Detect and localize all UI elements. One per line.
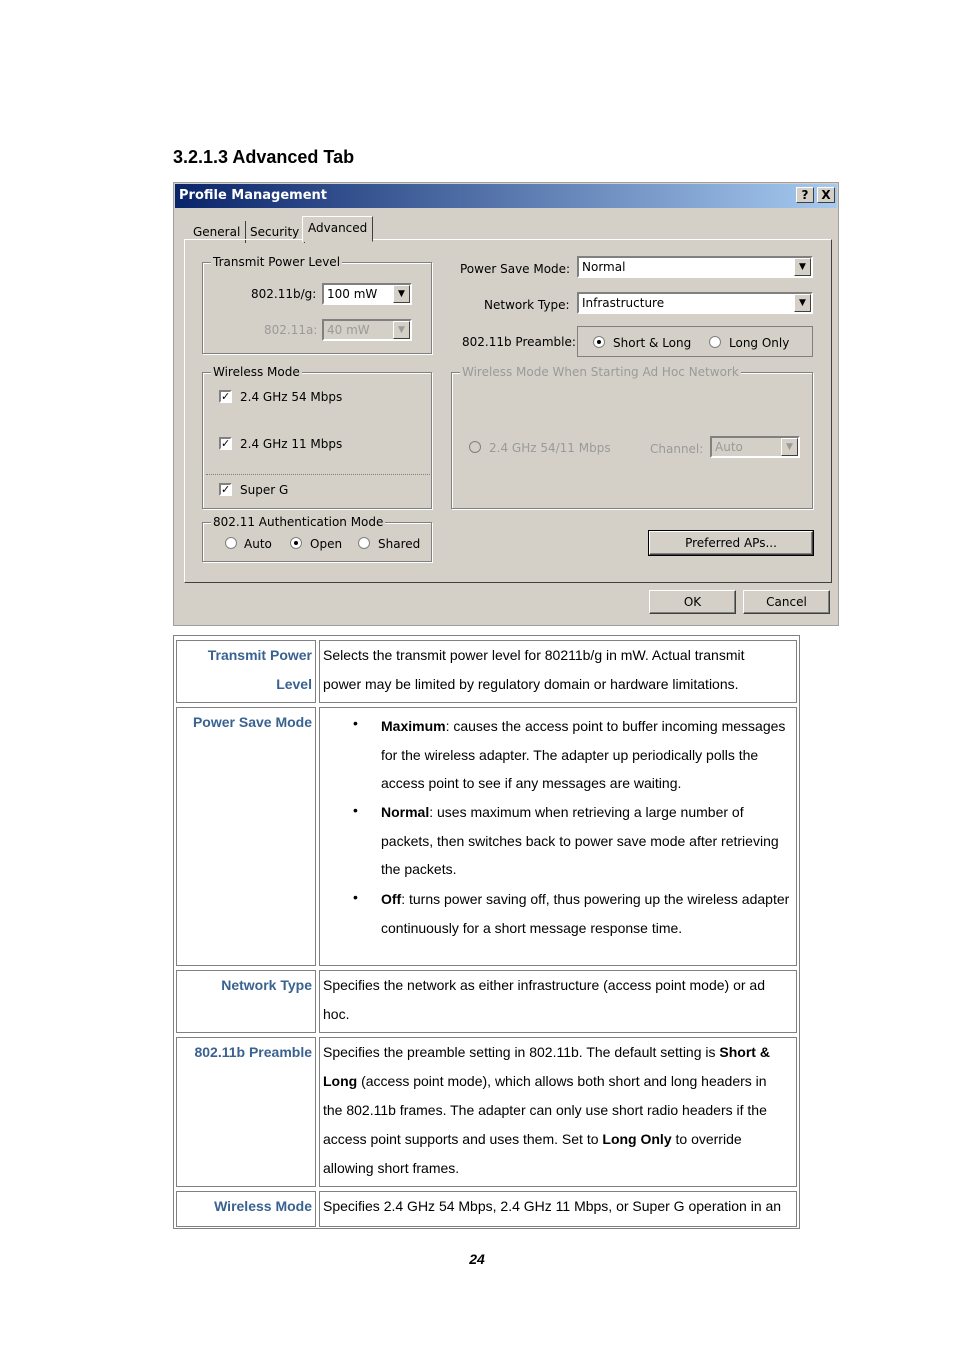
super-g-label: Super G [240, 483, 289, 497]
bg-power-label: 802.11b/g: [251, 287, 317, 301]
wm-11-label: 2.4 GHz 11 Mbps [240, 437, 343, 451]
bullet-icon: • [353, 802, 358, 818]
row-preamble-desc [319, 1037, 797, 1187]
preamble-desc-line4 [323, 1125, 796, 1154]
chevron-down-icon[interactable]: ▼ [794, 294, 811, 312]
power-save-value: Normal [582, 260, 626, 274]
section-heading: 3.2.1.3 Advanced Tab [173, 147, 355, 167]
auth-open-label: Open [310, 537, 343, 551]
auth-shared-radio[interactable] [358, 537, 370, 549]
power-save-select[interactable] [577, 256, 813, 278]
channel-value: Auto [715, 440, 743, 454]
row-wireless-mode-head [176, 1191, 316, 1227]
tab-general[interactable]: General [188, 221, 246, 243]
preamble-short-long-label: Short & Long [613, 336, 692, 350]
network-type-value: Infrastructure [582, 296, 665, 310]
preamble-text-4: access point supports and uses them. Set to [323, 1131, 603, 1147]
wireless-mode-desc-line1: Specifies 2.4 GHz 54 Mbps, 2.4 GHz 11 Mbps, or Super G operation in an [323, 1198, 782, 1214]
preamble-long-only-label: Long Only [729, 336, 790, 350]
profile-management-dialog [173, 182, 839, 626]
row-network-type-desc [319, 970, 797, 1033]
network-type-desc-line1: Specifies the network as either infrastructure (access point mode) or ad [323, 977, 765, 993]
auth-auto-radio[interactable] [225, 537, 237, 549]
wm-11-checkbox[interactable]: ✓ [221, 437, 231, 450]
bg-power-select[interactable] [322, 283, 412, 305]
preamble-head-text: 802.11b Preamble [194, 1044, 312, 1060]
preferred-aps-button[interactable]: Preferred APs... [649, 531, 813, 555]
chevron-down-icon[interactable]: ▼ [794, 258, 811, 276]
transmit-power-head-line2: Level [276, 676, 312, 692]
off-term: Off [381, 891, 402, 907]
row-transmit-power-head [176, 640, 316, 703]
off-desc: : turns power saving off, thus powering up the wireless adapter continuously for a short message response time. [381, 891, 790, 936]
preamble-short-long-radio[interactable] [593, 336, 605, 348]
channel-select[interactable] [710, 436, 800, 458]
auth-mode-group-label: 802.11 Authentication Mode [213, 515, 384, 529]
normal-desc: : uses maximum when retrieving a large number of packets, then switches back to power save mode after retrieving the packets. [381, 804, 779, 877]
preamble-long-only-radio[interactable] [709, 336, 721, 348]
title-bar [175, 184, 837, 208]
channel-label: Channel: [650, 442, 704, 456]
network-type-select[interactable] [577, 292, 813, 314]
chevron-down-icon[interactable]: ▼ [781, 438, 798, 456]
wm-54-label: 2.4 GHz 54 Mbps [240, 390, 343, 404]
transmit-power-head-line1: Transmit Power [207, 647, 312, 663]
adhoc-group-label: Wireless Mode When Starting Ad Hoc Network [462, 365, 739, 379]
super-g-checkbox[interactable]: ✓ [221, 483, 231, 496]
wireless-mode-divider [206, 474, 430, 475]
cancel-button[interactable]: Cancel [743, 590, 830, 614]
preamble-term-2: Long [323, 1073, 358, 1089]
adhoc-mode-radio[interactable] [469, 441, 481, 453]
adhoc-mode-label: 2.4 GHz 54/11 Mbps [489, 441, 611, 455]
normal-bullet [381, 798, 792, 884]
preamble-label: 802.11b Preamble: [462, 335, 576, 349]
wm-54-checkbox[interactable]: ✓ [221, 390, 231, 403]
network-type-desc-line2: hoc. [323, 1006, 350, 1022]
close-button[interactable]: X [817, 187, 835, 203]
row-wireless-mode-desc [319, 1191, 797, 1227]
auth-open-radio[interactable] [290, 537, 302, 549]
normal-term: Normal [381, 804, 430, 820]
auth-auto-label: Auto [244, 537, 272, 551]
maximum-term: Maximum [381, 718, 446, 734]
auth-shared-label: Shared [378, 537, 421, 551]
dialog-title: Profile Management [179, 188, 327, 203]
page-number: 24 [469, 1251, 485, 1267]
preamble-desc-line3: the 802.11b frames. The adapter can only use short radio headers if the [323, 1102, 767, 1118]
row-preamble-head [176, 1037, 316, 1187]
preamble-text-2: (access point mode), which allows both short and long headers in [357, 1073, 767, 1089]
a-power-value: 40 mW [327, 323, 370, 337]
bullet-icon: • [353, 715, 358, 731]
row-transmit-power-desc [319, 640, 797, 703]
wireless-mode-head-text: Wireless Mode [214, 1198, 312, 1214]
wireless-mode-group-label: Wireless Mode [213, 365, 300, 379]
preamble-term-4: Long Only [602, 1131, 672, 1147]
transmit-power-group-label: Transmit Power Level [213, 255, 341, 269]
power-save-label: Power Save Mode: [460, 262, 571, 276]
preamble-text-4b: to override [671, 1131, 742, 1147]
a-power-label: 802.11a: [264, 323, 318, 337]
maximum-desc: : causes the access point to buffer incoming messages for the wireless adapter. The adapter up periodically polls the access point to see if any messages are waiting. [381, 718, 786, 791]
preamble-desc-line2 [323, 1067, 796, 1096]
preamble-desc-line1 [323, 1038, 796, 1067]
preamble-text-1: Specifies the preamble setting in 802.11b. The default setting is [323, 1044, 720, 1060]
transmit-power-desc-line1: Selects the transmit power level for 80211b/g in mW. Actual transmit [323, 647, 745, 663]
ok-button[interactable]: OK [649, 590, 736, 614]
row-power-save-head [176, 707, 316, 966]
tab-advanced[interactable]: Advanced [302, 216, 373, 242]
settings-table [173, 635, 800, 1229]
chevron-down-icon[interactable]: ▼ [393, 321, 410, 339]
preamble-term-1: Short & [719, 1044, 770, 1060]
preamble-desc-line5: allowing short frames. [323, 1160, 460, 1176]
power-save-head-text: Power Save Mode [192, 714, 312, 730]
a-power-select[interactable] [322, 319, 412, 341]
transmit-power-desc-line2: power may be limited by regulatory domain or hardware limitations. [323, 676, 739, 692]
help-button[interactable]: ? [796, 187, 814, 203]
bullet-icon: • [353, 889, 358, 905]
row-network-type-head [176, 970, 316, 1033]
maximum-bullet [381, 712, 792, 798]
off-bullet [381, 885, 792, 942]
bg-power-value: 100 mW [327, 287, 378, 301]
row-power-save-desc [319, 707, 797, 966]
network-type-label: Network Type: [484, 298, 570, 312]
chevron-down-icon[interactable]: ▼ [393, 285, 410, 303]
network-type-head-text: Network Type [221, 977, 312, 993]
tab-security[interactable]: Security [245, 221, 305, 243]
